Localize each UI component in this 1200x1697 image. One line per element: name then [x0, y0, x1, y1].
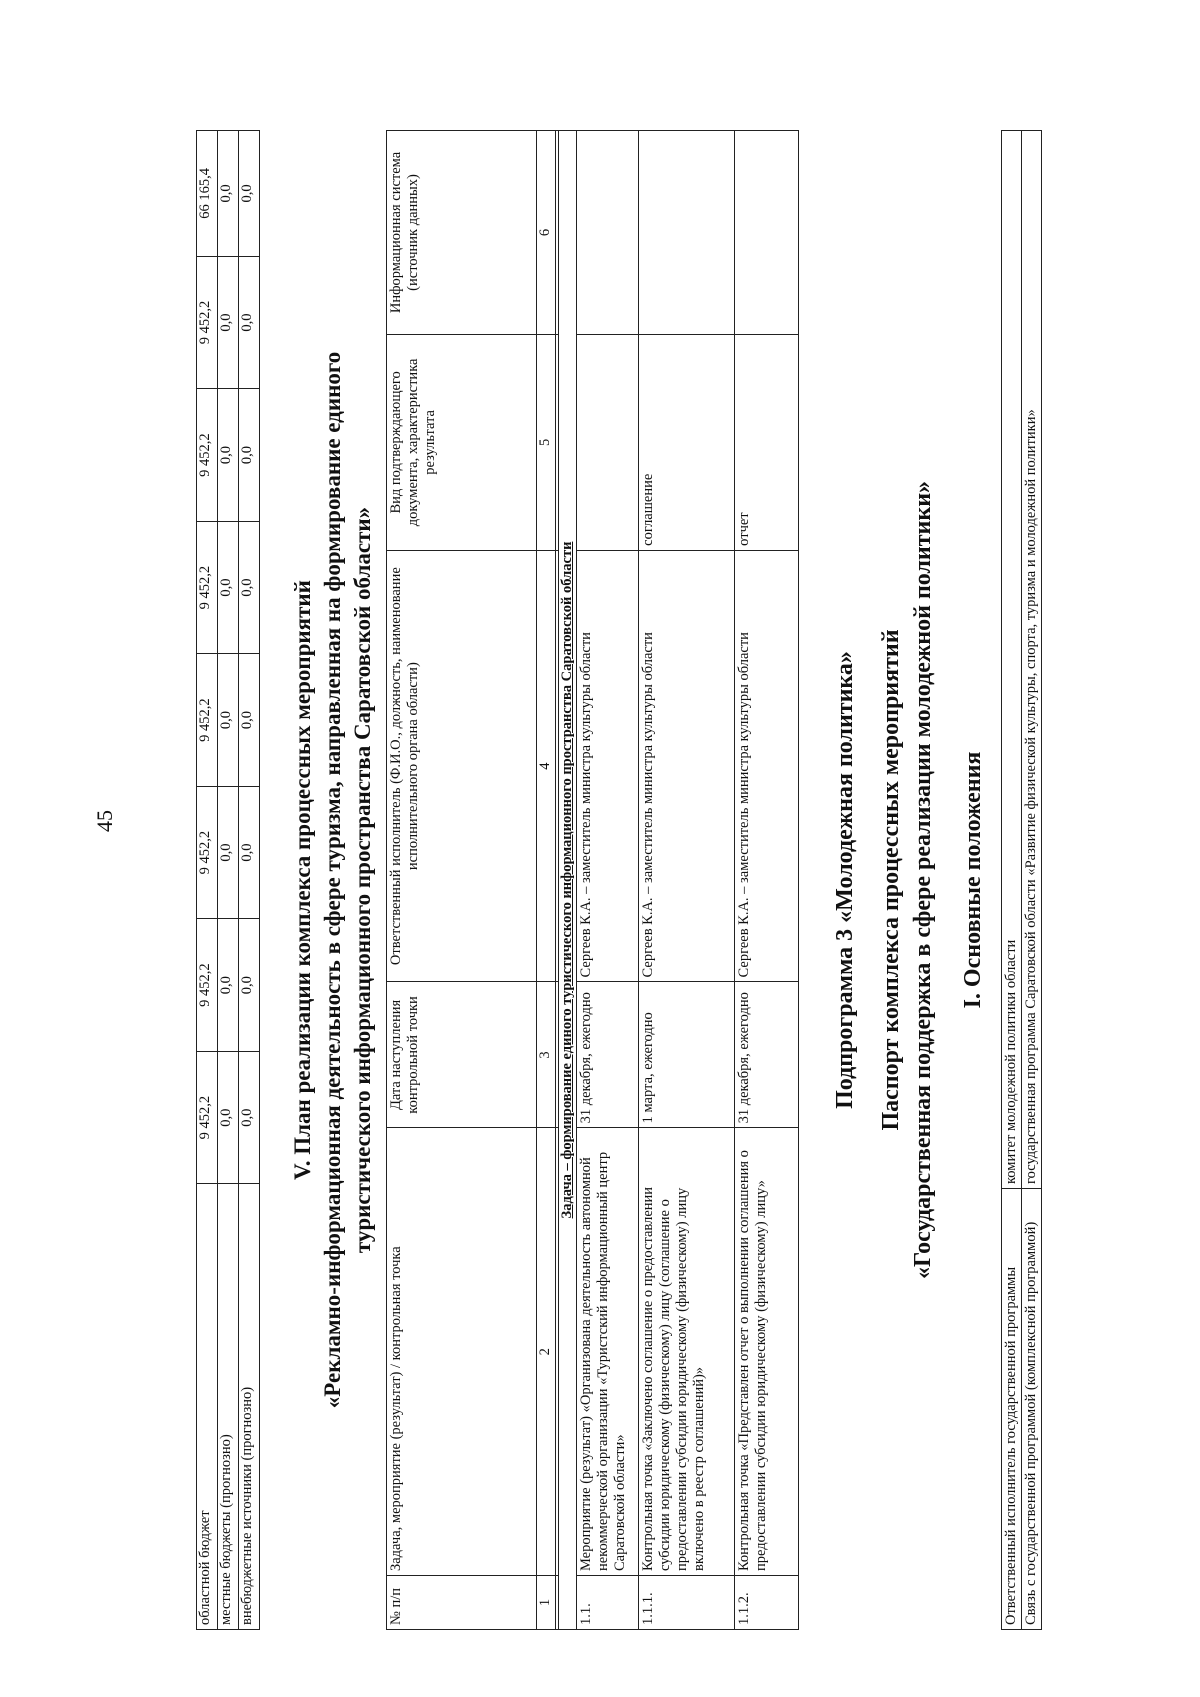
basics-value: комитет молодежной политики области	[1002, 131, 1022, 1189]
index-cell: 6	[537, 131, 556, 335]
basics-label: Связь с государственной программой (комплексной программой)	[1022, 1189, 1042, 1630]
basics-title: I. Основные положения	[960, 751, 986, 1009]
row-responsible: Сергеев К.А. – заместитель министра культуры области	[735, 550, 799, 982]
index-cell: 4	[537, 550, 556, 982]
rotated-page-content	[196, 130, 1042, 1630]
header-document: Вид подтверждающего документа, характеристика результата	[387, 334, 537, 550]
header-task: Задача, мероприятие (результат) / контрольная точка	[387, 1128, 537, 1576]
finance-value: 0,0	[218, 654, 239, 787]
row-date: 31 декабря, ежегодно	[735, 982, 799, 1128]
passport-subtitle: «Государственная поддержка в сфере реализации молодежной политики»	[910, 480, 936, 1280]
column-index-row	[537, 131, 556, 1630]
table-row	[735, 131, 799, 1630]
finance-value: 0,0	[218, 389, 239, 522]
finance-value: 9 452,2	[197, 389, 218, 522]
row-date: 31 декабря, ежегодно	[577, 982, 639, 1128]
finance-value: 9 452,2	[197, 521, 218, 654]
finance-label: внебюджетные источники (прогнозно)	[239, 1184, 260, 1630]
table-row	[1022, 131, 1042, 1630]
finance-value: 0,0	[239, 389, 260, 522]
finance-value: 0,0	[218, 786, 239, 919]
passport-title: Паспорт комплекса процессных мероприятий	[878, 629, 904, 1131]
table-row	[1002, 131, 1022, 1630]
finance-value: 0,0	[239, 256, 260, 389]
finance-value: 0,0	[218, 919, 239, 1052]
finance-row	[197, 131, 218, 1630]
row-num: 1.1.1.	[639, 1576, 735, 1630]
header-responsible: Ответственный исполнитель (Ф.И.О., должность, наименование исполнительного органа области)	[387, 550, 537, 982]
index-cell: 2	[537, 1128, 556, 1576]
page-number: 45	[92, 810, 117, 832]
finance-label: областной бюджет	[197, 1184, 218, 1630]
row-num: 1.1.	[577, 1576, 639, 1630]
index-cell: 1	[537, 1576, 556, 1630]
row-system	[639, 131, 735, 335]
table-row	[639, 131, 735, 1630]
subprogram-title: Подпрограмма 3 «Молодежная политика»	[832, 651, 858, 1109]
row-name: Контрольная точка «Представлен отчет о выполнении соглашения о предоставлении субсидии юридическому (физическому) лицу»	[735, 1128, 799, 1576]
row-name: Контрольная точка «Заключено соглашение о предоставлении субсидии юридическому (физическому) лицу (соглашение о предоставлении субсидии юридическому (физическому) лицу включено в реестр соглашений)»	[639, 1128, 735, 1576]
task-cell: Задача – формирование единого туристического информационного пространства Саратовской области	[559, 131, 577, 1630]
finance-value: 0,0	[239, 131, 260, 257]
finance-label: местные бюджеты (прогнозно)	[218, 1184, 239, 1630]
finance-value: 9 452,2	[197, 654, 218, 787]
table-row	[577, 131, 639, 1630]
finance-value: 9 452,2	[197, 919, 218, 1052]
basics-label: Ответственный исполнитель государственной программы	[1002, 1189, 1022, 1630]
finance-value: 9 452,2	[197, 1051, 218, 1184]
section-v-subtitle-line1: «Рекламно-информационная деятельность в сфере туризма, направленная на формирование единого	[320, 351, 345, 1409]
finance-row	[239, 131, 260, 1630]
row-name: Мероприятие (результат) «Организована деятельность автономной некоммерческой организации «Туристский информационный центр Саратовской области»	[577, 1128, 639, 1576]
finance-value: 0,0	[239, 919, 260, 1052]
finance-value: 0,0	[218, 256, 239, 389]
row-system	[735, 131, 799, 335]
finance-value: 0,0	[218, 521, 239, 654]
header-system: Информационная система (источник данных)	[387, 131, 537, 335]
section-v-subtitle-line2: туристического информационного пространства Саратовской области»	[350, 506, 375, 1254]
task-row	[559, 131, 577, 1630]
basics-table	[1001, 130, 1042, 1630]
finance-value: 0,0	[239, 786, 260, 919]
row-system	[577, 131, 639, 335]
finance-value: 0,0	[239, 654, 260, 787]
header-num: № п/п	[387, 1576, 537, 1630]
basics-value: государственная программа Саратовской области «Развитие физической культуры, спорта, туризма и молодежной политики»	[1022, 131, 1042, 1189]
index-cell: 3	[537, 982, 556, 1128]
finance-row	[218, 131, 239, 1630]
finance-value: 0,0	[218, 1051, 239, 1184]
row-num: 1.1.2.	[735, 1576, 799, 1630]
row-date: 1 марта, ежегодно	[639, 982, 735, 1128]
plan-table	[386, 130, 799, 1630]
row-responsible: Сергеев К.А. – заместитель министра культуры области	[639, 550, 735, 982]
section-v-title: V. План реализации комплекса процессных мероприятий	[290, 580, 315, 1180]
row-document: соглашение	[639, 334, 735, 550]
finance-value: 9 452,2	[197, 256, 218, 389]
row-document: отчет	[735, 334, 799, 550]
index-cell: 5	[537, 334, 556, 550]
finance-value: 0,0	[239, 1051, 260, 1184]
finance-table	[196, 130, 260, 1630]
finance-value: 66 165,4	[197, 131, 218, 257]
row-document	[577, 334, 639, 550]
finance-value: 9 452,2	[197, 786, 218, 919]
row-responsible: Сергеев К.А. – заместитель министра культуры области	[577, 550, 639, 982]
header-date: Дата наступления контрольной точки	[387, 982, 537, 1128]
finance-value: 0,0	[218, 131, 239, 257]
finance-value: 0,0	[239, 521, 260, 654]
